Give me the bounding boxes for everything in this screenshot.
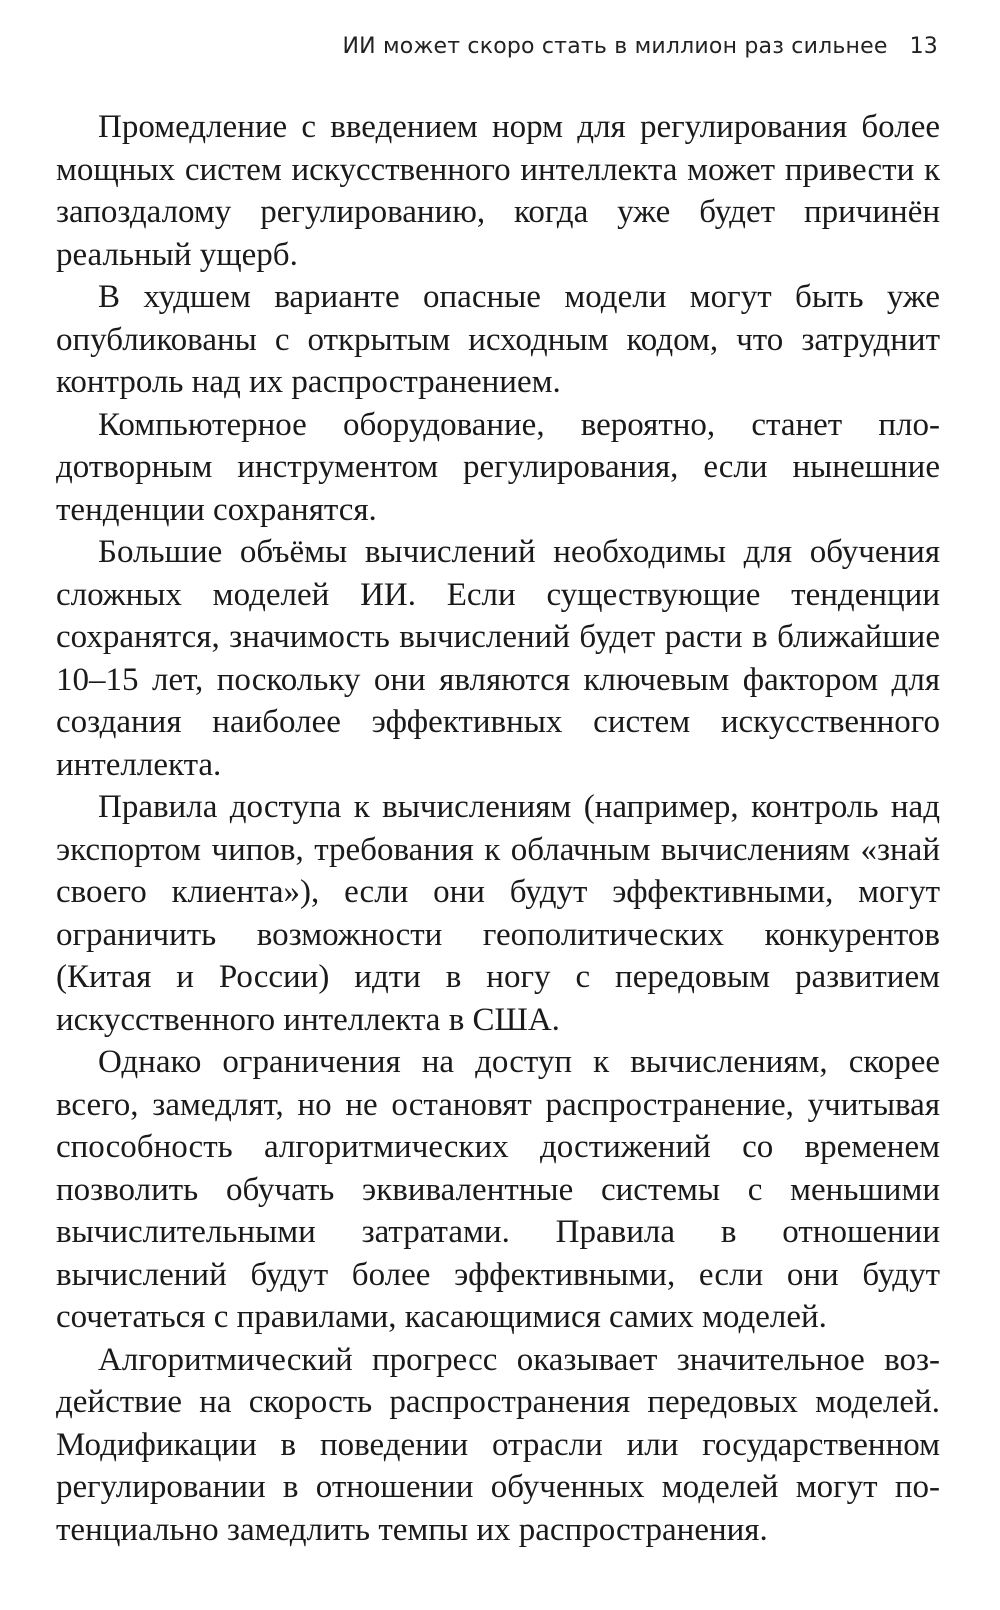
body-text (56, 106, 940, 1551)
paragraph: Алгоритмический прогресс оказывает значительное воздействие на скорость распространения передовых моделей. Модификации в поведении отрасли или государственном регулировании в отношении обученных моделей могут потенциально замедлить темпы их распространения. (56, 1341, 940, 1548)
page-number: 13 (909, 34, 938, 59)
paragraph: Компьютерное оборудование, вероятно, станет плодотворным инструментом регулирования, если нынешние тенденции сохранятся. (56, 406, 940, 528)
paragraph: Промедление с введением норм для регулирования более мощных систем искусственного интеллекта может привести к запоздалому регулированию, когда уже будет причинён реальный ущерб. (56, 109, 940, 273)
running-head (56, 34, 938, 59)
paragraph: Однако ограничения на доступ к вычислениям, скорее всего, замедлят, но не остановят распространение, учитывая способность алгоритмических достижений со временем позволить обучать эквивалентные системы с меньшими вычислительными затратами. Правила в отношении вычислений будут более эффективными, если они будут сочетаться с правилами, касающимися самих моделей. (56, 1044, 940, 1335)
paragraph: Большие объёмы вычислений необходимы для обучения сложных моделей ИИ. Если существующие тенденции сохранятся, значимость вычислений будет расти в ближайшие 10–15 лет, поскольку они являются ключевым фактором для создания наиболее эффективных систем искусственного интеллекта. (56, 534, 940, 783)
running-title: ИИ может скоро стать в миллион раз сильнее (342, 34, 888, 59)
paragraph: Правила доступа к вычислениям (например, контроль над экспортом чипов, требования к облачным вычислениям «знай своего клиента»), если они будут эффективными, могут ограничить возможности геополитических конкурентов (Китая и России) идти в ногу с передовым развитием искусственного интеллекта в США. (56, 789, 940, 1038)
paragraph: В худшем варианте опасные модели могут быть уже опубликованы с открытым исходным кодом, что затруднит контроль над их распространением. (56, 279, 940, 400)
